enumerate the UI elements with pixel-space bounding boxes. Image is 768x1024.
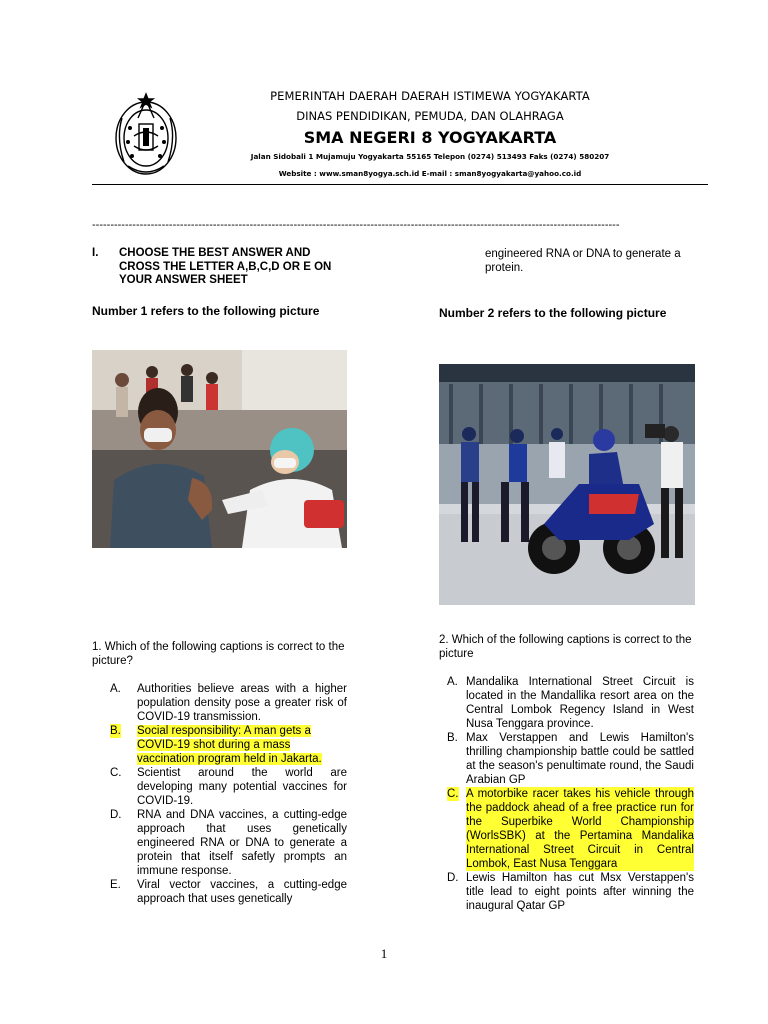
q1-option-a [110,682,350,724]
column2-continuation: engineered RNA or DNA to generate a protein. [485,248,681,274]
option-text: Scientist around the world are developing many potential vaccines for COVID-19. [137,767,347,807]
section-number: I. [92,247,99,259]
highlighted-answer: A motorbike racer takes his vehicle through the paddock ahead of a free practice run for the Superbike World Championship (WorlsSBK) at the Pertamina Mandalika International Street Circuit in Central Lombok, East Nusa Tenggara [466,788,694,870]
header-address: Jalan Sidobali 1 Mujamuju Yogyakarta 55165 Telepon (0274) 513493 Faks (0274) 580207 [250,152,610,161]
option-letter: B. [447,732,458,744]
vaccination-photo [92,350,347,548]
option-text: Lewis Hamilton has cut Msx Verstappen's title lead to eight points after winning the inaugural Qatar GP [466,872,694,912]
section-instruction: CHOOSE THE BEST ANSWER AND CROSS THE LETTER A,B,C,D OR E ON YOUR ANSWER SHEET [119,247,332,286]
motorbike-paddock-photo [439,364,695,605]
option-text: RNA and DNA vaccines, a cutting-edge approach that uses genetically engineered RNA or DNA to generate a protein that itself safetly prompts an immune response. [137,809,347,877]
q1-option-b [110,724,350,766]
option-letter: A. [447,676,458,688]
header-department-line: DINAS PENDIDIKAN, PEMUDA, DAN OLAHRAGA [296,109,564,123]
option-text [137,724,347,766]
highlighted-answer: Social responsibility: A man gets a COVID-19 shot during a mass vaccination program held in Jakarta. [137,725,322,765]
header-government-line: PEMERINTAH DAERAH DAERAH ISTIMEWA YOGYAKARTA [270,89,590,103]
option-letter: C. [447,788,459,800]
q1-option-e [110,878,350,906]
q1-question: 1. Which of the following captions is correct to the picture? [92,641,345,667]
option-letter: A. [110,683,121,695]
q2-option-b [447,731,697,787]
school-name: SMA NEGERI 8 YOGYAKARTA [303,128,557,147]
header-contact: Website : www.sman8yogya.sch.id E-mail : sman8yogyakarta@yahoo.co.id [278,169,582,178]
q2-options [447,675,697,913]
option-letter: D. [447,872,459,884]
page-number: 1 [380,946,388,961]
option-text: Max Verstappen and Lewis Hamilton's thrilling championship battle could be sattled at the season's penultimate round, the Saudi Arabian GP [466,732,694,786]
option-letter: D. [110,809,122,821]
q1-options [110,682,350,906]
dashed-separator: ------------------------------------------------------------------------------------------------------------------------------------------------ [92,219,620,231]
option-letter: C. [110,767,122,779]
option-letter: E. [110,879,121,891]
option-text: Authorities believe areas with a higher population density pose a greater risk of COVID-19 transmission. [137,683,347,723]
option-letter: B. [110,725,121,737]
q2-option-d [447,871,697,913]
q1-option-d [110,808,350,878]
q2-refers-heading: Number 2 refers to the following picture [439,306,667,320]
option-text: Mandalika International Street Circuit is located in the Mandallika resort area on the Central Lombok Regency Island in West Nusa Tenggara province. [466,676,694,730]
option-text: Viral vector vaccines, a cutting-edge approach that uses genetically [137,879,347,905]
q1-option-c [110,766,350,808]
q2-option-c [447,787,697,871]
q2-option-a [447,675,697,731]
header-rule [92,184,708,185]
q2-question: 2. Which of the following captions is correct to the picture [439,634,692,660]
q1-refers-heading: Number 1 refers to the following picture [92,304,320,318]
